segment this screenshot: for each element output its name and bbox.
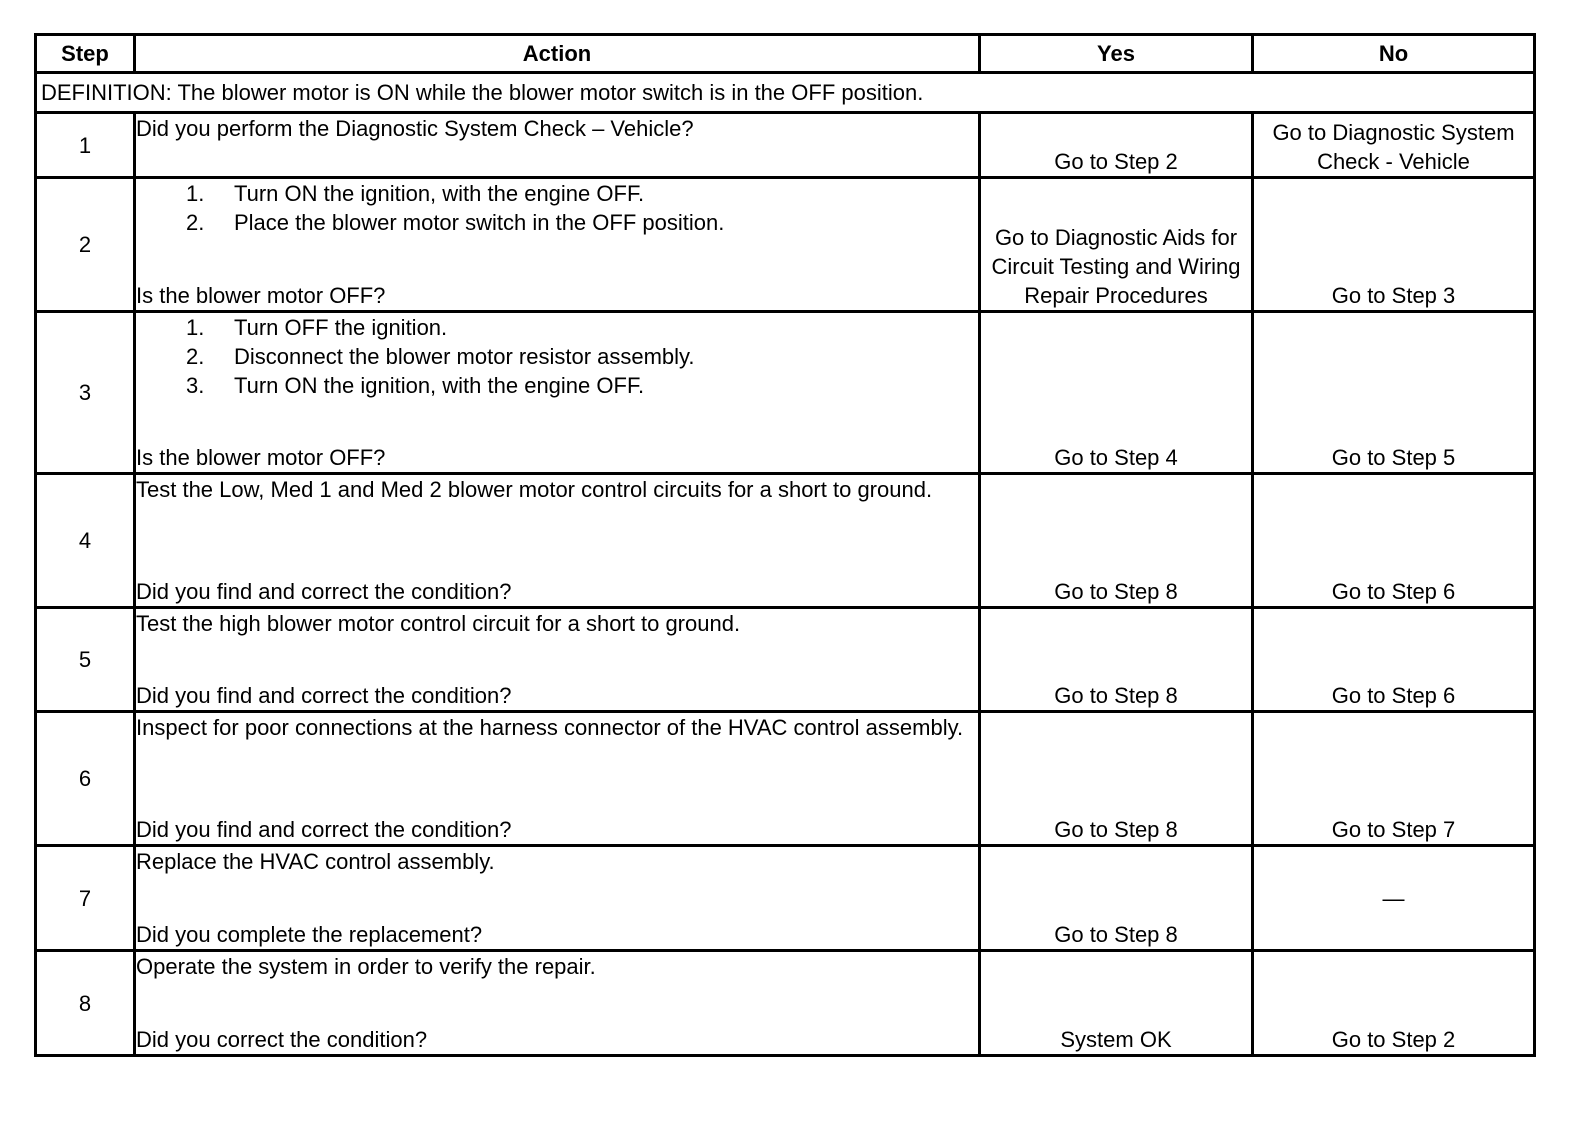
action-question: Did you perform the Diagnostic System Check – Vehicle? xyxy=(136,116,694,141)
action-question: Is the blower motor OFF? xyxy=(136,445,386,470)
table-header-row xyxy=(36,35,1535,73)
instruction-item xyxy=(186,208,978,237)
action-cell xyxy=(135,474,980,608)
yes-cell: Go to Step 2 xyxy=(980,113,1253,178)
action-cell xyxy=(135,113,980,178)
action-cell xyxy=(135,951,980,1056)
no-cell: — xyxy=(1253,846,1535,951)
action-cell xyxy=(135,712,980,846)
table-row xyxy=(36,178,1535,312)
step-number: 3 xyxy=(36,312,135,474)
action-text: Replace the HVAC control assembly. xyxy=(136,849,495,874)
instruction-list xyxy=(136,179,978,237)
action-cell xyxy=(135,312,980,474)
instruction-number: 3. xyxy=(186,373,205,398)
yes-cell: Go to Step 8 xyxy=(980,608,1253,712)
no-cell: Go to Diagnostic System Check - Vehicle xyxy=(1253,113,1535,178)
yes-cell: System OK xyxy=(980,951,1253,1056)
yes-cell: Go to Step 8 xyxy=(980,474,1253,608)
definition-row xyxy=(36,73,1535,113)
instruction-text: Disconnect the blower motor resistor assembly. xyxy=(234,344,695,369)
diagnostic-table xyxy=(34,33,1536,1057)
header-yes: Yes xyxy=(980,35,1253,73)
action-question: Did you correct the condition? xyxy=(136,1027,428,1052)
no-cell: Go to Step 6 xyxy=(1253,474,1535,608)
yes-cell: Go to Step 8 xyxy=(980,846,1253,951)
action-text: Test the high blower motor control circuit for a short to ground. xyxy=(136,611,741,636)
header-action: Action xyxy=(135,35,980,73)
action-text: Operate the system in order to verify the repair. xyxy=(136,954,596,979)
action-cell xyxy=(135,608,980,712)
instruction-number: 1. xyxy=(186,315,205,340)
instruction-text: Turn ON the ignition, with the engine OFF. xyxy=(234,373,645,398)
instruction-text: Place the blower motor switch in the OFF position. xyxy=(234,210,725,235)
action-cell xyxy=(135,846,980,951)
step-number: 4 xyxy=(36,474,135,608)
table-row xyxy=(36,712,1535,846)
step-number: 6 xyxy=(36,712,135,846)
yes-cell: Go to Step 4 xyxy=(980,312,1253,474)
step-number: 7 xyxy=(36,846,135,951)
definition-text: DEFINITION: The blower motor is ON while the blower motor switch is in the OFF position. xyxy=(36,73,1535,113)
action-question: Did you find and correct the condition? xyxy=(136,683,512,708)
step-number: 8 xyxy=(36,951,135,1056)
action-text: Inspect for poor connections at the harness connector of the HVAC control assembly. xyxy=(136,715,964,740)
no-cell: Go to Step 5 xyxy=(1253,312,1535,474)
action-text: Test the Low, Med 1 and Med 2 blower motor control circuits for a short to ground. xyxy=(136,477,933,502)
instruction-item xyxy=(186,371,978,400)
no-cell: Go to Step 6 xyxy=(1253,608,1535,712)
step-number: 2 xyxy=(36,178,135,312)
yes-cell: Go to Step 8 xyxy=(980,712,1253,846)
no-cell: Go to Step 2 xyxy=(1253,951,1535,1056)
header-step: Step xyxy=(36,35,135,73)
no-cell: Go to Step 7 xyxy=(1253,712,1535,846)
yes-cell: Go to Diagnostic Aids for Circuit Testing and Wiring Repair Procedures xyxy=(980,178,1253,312)
table-row xyxy=(36,113,1535,178)
table-row xyxy=(36,951,1535,1056)
action-question: Is the blower motor OFF? xyxy=(136,283,386,308)
action-question: Did you find and correct the condition? xyxy=(136,817,512,842)
instruction-number: 1. xyxy=(186,181,205,206)
step-number: 1 xyxy=(36,113,135,178)
instruction-text: Turn OFF the ignition. xyxy=(234,315,448,340)
action-cell xyxy=(135,178,980,312)
instruction-text: Turn ON the ignition, with the engine OFF. xyxy=(234,181,645,206)
table-row xyxy=(36,312,1535,474)
instruction-item xyxy=(186,179,978,208)
instruction-number: 2. xyxy=(186,210,205,235)
action-question: Did you find and correct the condition? xyxy=(136,579,512,604)
table-row xyxy=(36,474,1535,608)
table-row xyxy=(36,608,1535,712)
no-cell: Go to Step 3 xyxy=(1253,178,1535,312)
table-row xyxy=(36,846,1535,951)
instruction-item xyxy=(186,313,978,342)
action-question: Did you complete the replacement? xyxy=(136,922,483,947)
instruction-item xyxy=(186,342,978,371)
instruction-list xyxy=(136,313,978,400)
step-number: 5 xyxy=(36,608,135,712)
header-no: No xyxy=(1253,35,1535,73)
instruction-number: 2. xyxy=(186,344,205,369)
